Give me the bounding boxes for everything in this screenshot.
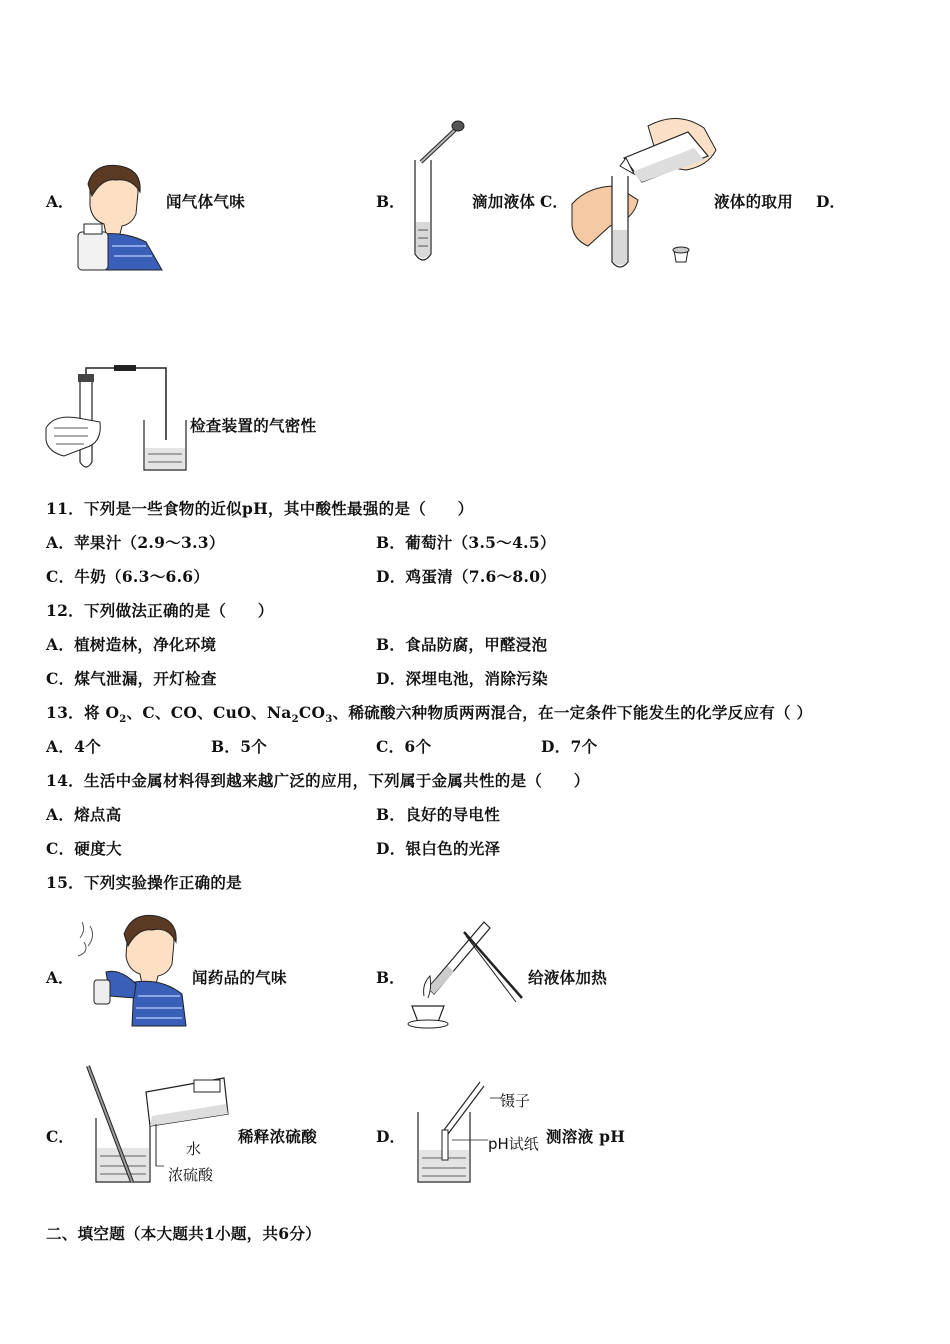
q15-c-water-label: 水 [186,1140,202,1158]
q12-stem: 12．下列做法正确的是（ ） [46,601,274,620]
q14-option-d: D．银白色的光泽 [376,839,501,858]
q10-d-airtightness-figure [44,366,194,476]
q15-b-heating-liquid-figure [404,914,524,1028]
q15-option-b-letter: B． [376,968,405,987]
q10-option-a-letter: A． [46,192,74,211]
q15-stem: 15．下列实验操作正确的是 [46,873,242,892]
q15-option-d-caption: 测溶液 pH [546,1127,626,1146]
q13-option-a: A．4个 [46,737,102,756]
q15-c-acid-label: 浓硫酸 [168,1166,214,1184]
q13-option-c: C．6个 [376,737,432,756]
q10-option-c-letter: C． [540,192,568,211]
q13-option-b: B．5个 [211,737,268,756]
q15-option-b-caption: 给液体加热 [528,968,608,987]
q10-option-d-letter: D． [816,192,845,211]
q15-option-c-letter: C． [46,1127,74,1146]
q10-option-a-caption: 闻气体气味 [166,192,246,211]
q12-option-a: A．植树造林，净化环境 [46,635,217,654]
section2-title: 二、填空题（本大题共1小题，共6分） [46,1224,321,1243]
q10-option-d-caption: 检查装置的气密性 [190,416,317,435]
q11-option-b: B．葡萄汁（3.5～4.5） [376,533,556,552]
q14-option-a: A．熔点高 [46,805,122,824]
q13-stem: 13．将 $O_2$、C、CO、CuO、$Na_2CO_3$、稀硫酸六种物质两两混合，在一定条件下能发生的化学反应有（ ） [46,703,813,726]
q10-option-b-caption: 滴加液体 [472,192,536,211]
q15-option-a-letter: A． [46,968,74,987]
q12-option-b: B．食品防腐，甲醛浸泡 [376,635,548,654]
q10-option-b-letter: B． [376,192,405,211]
q15-option-d-letter: D． [376,1127,405,1146]
q11-option-c: C．牛奶（6.3～6.6） [46,567,210,586]
q10-a-smell-bottle-figure [76,162,166,270]
q13-option-d: D．7个 [541,737,598,756]
q10-c-pouring-liquid-figure [568,108,718,274]
q14-option-b: B．良好的导电性 [376,805,501,824]
q11-option-d: D．鸡蛋清（7.6～8.0） [376,567,557,586]
q10-option-c-caption: 液体的取用 [714,192,794,211]
q11-stem: 11．下列是一些食物的近似pH，其中酸性最强的是（ ） [46,499,474,518]
q10-b-dropper-test-tube-figure [405,118,475,266]
q11-option-a: A．苹果汁（2.9～3.3） [46,533,225,552]
q15-d-ph-paper-label: pH试纸 [488,1135,539,1153]
q15-option-c-caption: 稀释浓硫酸 [238,1127,318,1146]
q15-option-a-caption: 闻药品的气味 [192,968,287,987]
q15-a-waft-smell-figure [76,912,188,1026]
q15-d-tweezers-label: 镊子 [500,1092,531,1110]
q12-option-c: C．煤气泄漏，开灯检查 [46,669,217,688]
q14-option-c: C．硬度大 [46,839,122,858]
q12-option-d: D．深埋电池，消除污染 [376,669,548,688]
q14-stem: 14．生活中金属材料得到越来越广泛的应用，下列属于金属共性的是（ ） [46,771,590,790]
